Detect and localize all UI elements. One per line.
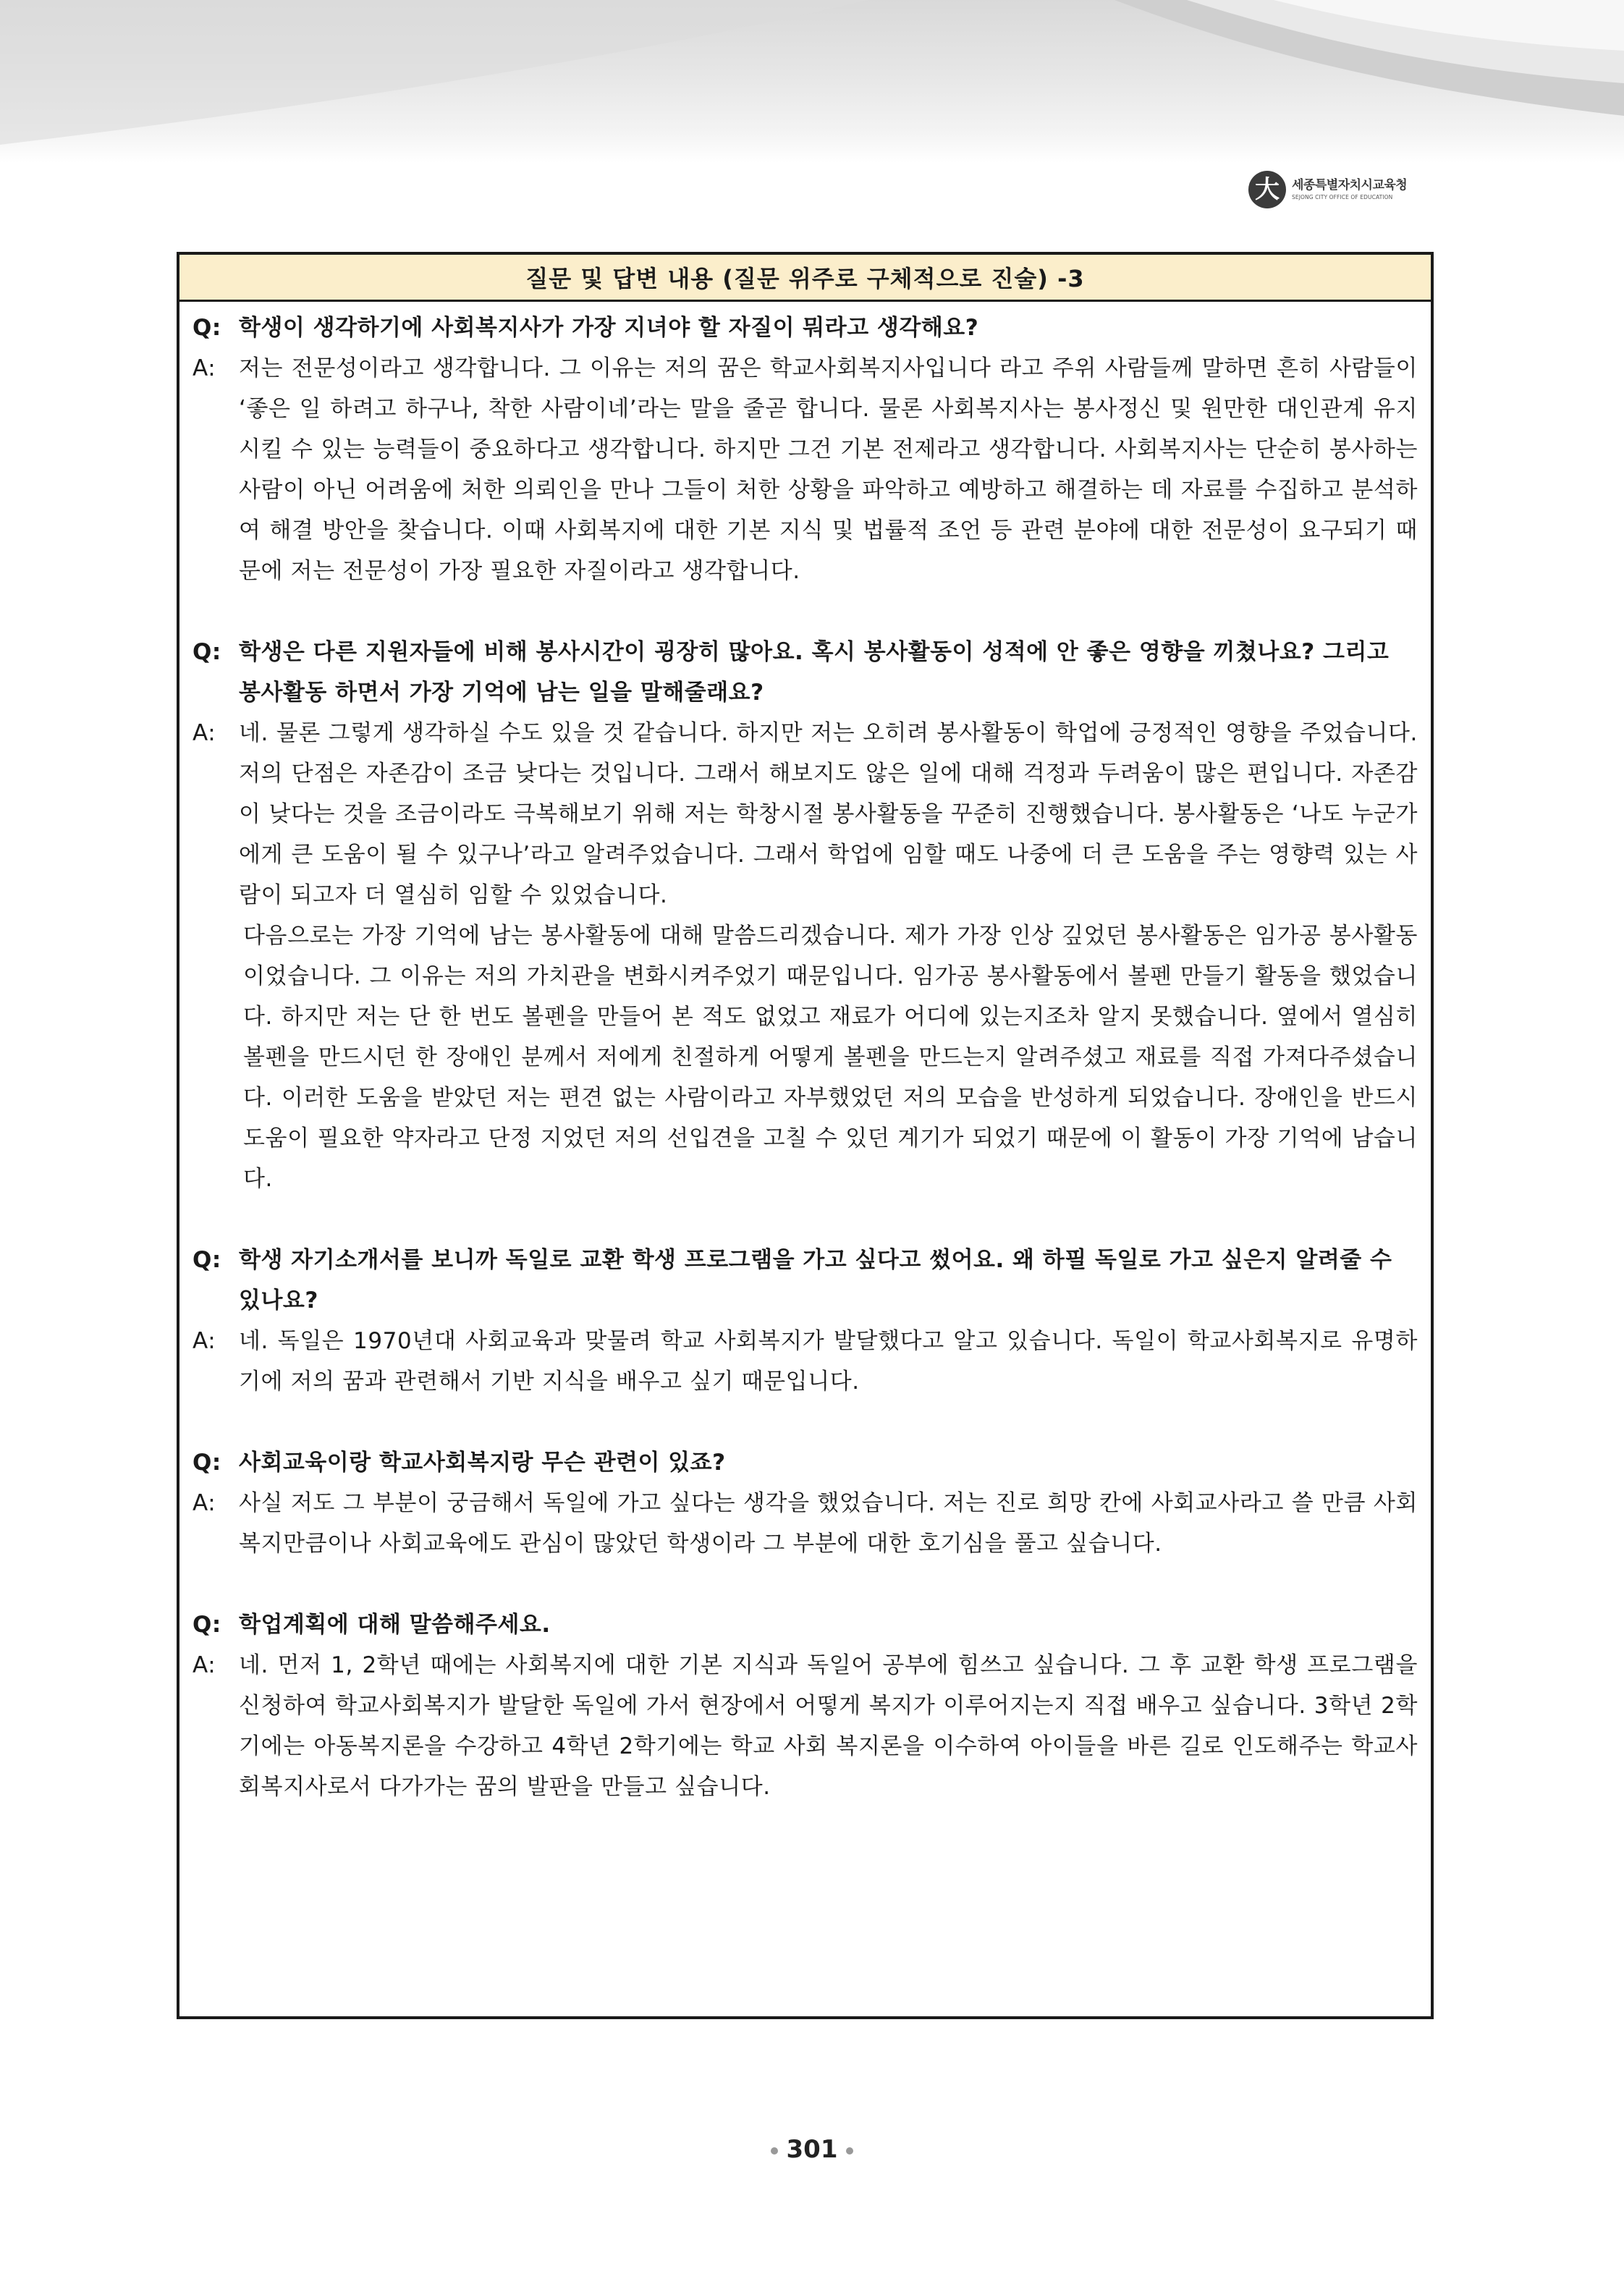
logo-emblem-icon: 大: [1248, 171, 1286, 208]
header-curve-graphic: [0, 0, 1624, 163]
answer-label: A:: [193, 1652, 216, 1678]
logo-name-en: SEJONG CITY OFFICE OF EDUCATION: [1292, 194, 1393, 200]
header-decoration: [0, 0, 1624, 163]
page-number-text: 301: [786, 2135, 838, 2164]
answer-2: [193, 713, 1418, 1199]
question-label: Q:: [193, 1612, 221, 1638]
answer-paragraph: 저는 전문성이라고 생각합니다. 그 이유는 저의 꿈은 학교사회복지사입니다 라고 주위 사람들께 말하면 흔히 사람들이 ‘좋은 일 하려고 하구나, 착한 사람이네’라는 말을 줄곧 합니다. 물론 사회복지사는 봉사정신 및 원만한 대인관계 유지시킬 수 있는 능력들이 중요하다고 생각합니다. 하지만 그건 기본 전제라고 생각합니다. 사회복지사는 단순히 봉사하는 사람이 아닌 어려움에 처한 의뢰인을 만나 그들이 처한 상황을 파악하고 예방하고 해결하는 데 자료를 수집하고 분석하여 해결 방안을 찾습니다. 이때 사회복지에 대한 기본 지식 및 법률적 조언 등 관련 분야에 대한 전문성이 요구되기 때문에 저는 전문성이 가장 필요한 자질이라고 생각합니다.: [239, 355, 1418, 584]
page-number: [0, 2135, 1624, 2164]
question-text: 학생이 생각하기에 사회복지사가 가장 지녀야 할 자질이 뭐라고 생각해요?: [239, 315, 979, 341]
question-1: [193, 308, 1418, 348]
question-3: [193, 1240, 1418, 1321]
qa-table: [177, 252, 1434, 2019]
question-text: 학생은 다른 지원자들에 비해 봉사시간이 굉장히 많아요. 혹시 봉사활동이 성적에 안 좋은 영향을 끼쳤나요? 그리고 봉사활동 하면서 가장 기억에 남는 일을 말해줄래요?: [239, 639, 1390, 706]
qa-body: [179, 302, 1431, 1807]
question-5: [193, 1604, 1418, 1645]
answer-paragraph: 다음으로는 가장 기억에 남는 봉사활동에 대해 말씀드리겠습니다. 제가 가장 인상 깊었던 봉사활동은 임가공 봉사활동이었습니다. 그 이유는 저의 가치관을 변화시켜주었기 때문입니다. 임가공 봉사활동에서 볼펜 만들기 활동을 했었습니다. 하지만 저는 단 한 번도 볼펜을 만들어 본 적도 없었고 재료가 어디에 있는지조차 알지 못했습니다. 옆에서 열심히 볼펜을 만드시던 한 장애인 분께서 저에게 친절하게 어떻게 볼펜을 만드는지 알려주셨고 재료를 직접 가져다주셨습니다. 이러한 도움을 받았던 저는 편견 없는 사람이라고 자부했었던 저의 모습을 반성하게 되었습니다. 장애인을 반드시 도움이 필요한 약자라고 단정 지었던 저의 선입견을 고칠 수 있던 계기가 되었기 때문에 이 활동이 가장 기억에 남습니다.: [243, 923, 1418, 1192]
qa-table-title: 질문 및 답변 내용 (질문 위주로 구체적으로 진술) -3: [179, 255, 1431, 302]
answer-1: [193, 348, 1418, 591]
answer-3: [193, 1321, 1418, 1402]
answer-4: [193, 1483, 1418, 1564]
question-2: [193, 632, 1418, 713]
answer-paragraph: 네. 먼저 1, 2학년 때에는 사회복지에 대한 기본 지식과 독일어 공부에 힘쓰고 싶습니다. 그 후 교환 학생 프로그램을 신청하여 학교사회복지가 발달한 독일에 가서 현장에서 어떻게 복지가 이루어지는지 직접 배우고 싶습니다. 3학년 2학기에는 아동복지론을 수강하고 4학년 2학기에는 학교 사회 복지론을 이수하여 아이들을 바른 길로 인도해주는 학교사회복지사로서 다가가는 꿈의 발판을 만들고 싶습니다.: [239, 1652, 1418, 1800]
bullet-dot-icon: [771, 2147, 778, 2155]
question-text: 사회교육이랑 학교사회복지랑 무슨 관련이 있죠?: [239, 1450, 726, 1476]
answer-5: [193, 1645, 1418, 1807]
question-label: Q:: [193, 1247, 221, 1273]
question-text: 학생 자기소개서를 보니까 독일로 교환 학생 프로그램을 가고 싶다고 썼어요. 왜 하필 독일로 가고 싶은지 알려줄 수 있나요?: [239, 1247, 1392, 1314]
education-office-logo: [1248, 168, 1458, 211]
answer-label: A:: [193, 355, 216, 381]
bullet-dot-icon: [846, 2147, 853, 2155]
question-label: Q:: [193, 639, 221, 665]
answer-label: A:: [193, 1490, 216, 1516]
answer-label: A:: [193, 720, 216, 746]
question-4: [193, 1442, 1418, 1483]
answer-label: A:: [193, 1328, 216, 1354]
question-label: Q:: [193, 1450, 221, 1476]
question-text: 학업계획에 대해 말씀해주세요.: [239, 1612, 551, 1638]
question-label: Q:: [193, 315, 221, 341]
logo-name-ko: 세종특별자치시교육청: [1292, 178, 1408, 193]
answer-paragraph: 네. 물론 그렇게 생각하실 수도 있을 것 같습니다. 하지만 저는 오히려 봉사활동이 학업에 긍정적인 영향을 주었습니다. 저의 단점은 자존감이 조금 낮다는 것입니다. 그래서 해보지도 않은 일에 대해 걱정과 두려움이 많은 편입니다. 자존감이 낮다는 것을 조금이라도 극복해보기 위해 저는 학창시절 봉사활동을 꾸준히 진행했습니다. 봉사활동은 ‘나도 누군가에게 큰 도움이 될 수 있구나’라고 알려주었습니다. 그래서 학업에 임할 때도 나중에 더 큰 도움을 주는 영향력 있는 사람이 되고자 더 열심히 임할 수 있었습니다.: [239, 720, 1418, 908]
answer-paragraph: 네. 독일은 1970년대 사회교육과 맞물려 학교 사회복지가 발달했다고 알고 있습니다. 독일이 학교사회복지로 유명하기에 저의 꿈과 관련해서 기반 지식을 배우고 싶기 때문입니다.: [239, 1328, 1418, 1395]
answer-paragraph: 사실 저도 그 부분이 궁금해서 독일에 가고 싶다는 생각을 했었습니다. 저는 진로 희망 칸에 사회교사라고 쓸 만큼 사회복지만큼이나 사회교육에도 관심이 많았던 학생이라 그 부분에 대한 호기심을 풀고 싶습니다.: [239, 1490, 1418, 1557]
